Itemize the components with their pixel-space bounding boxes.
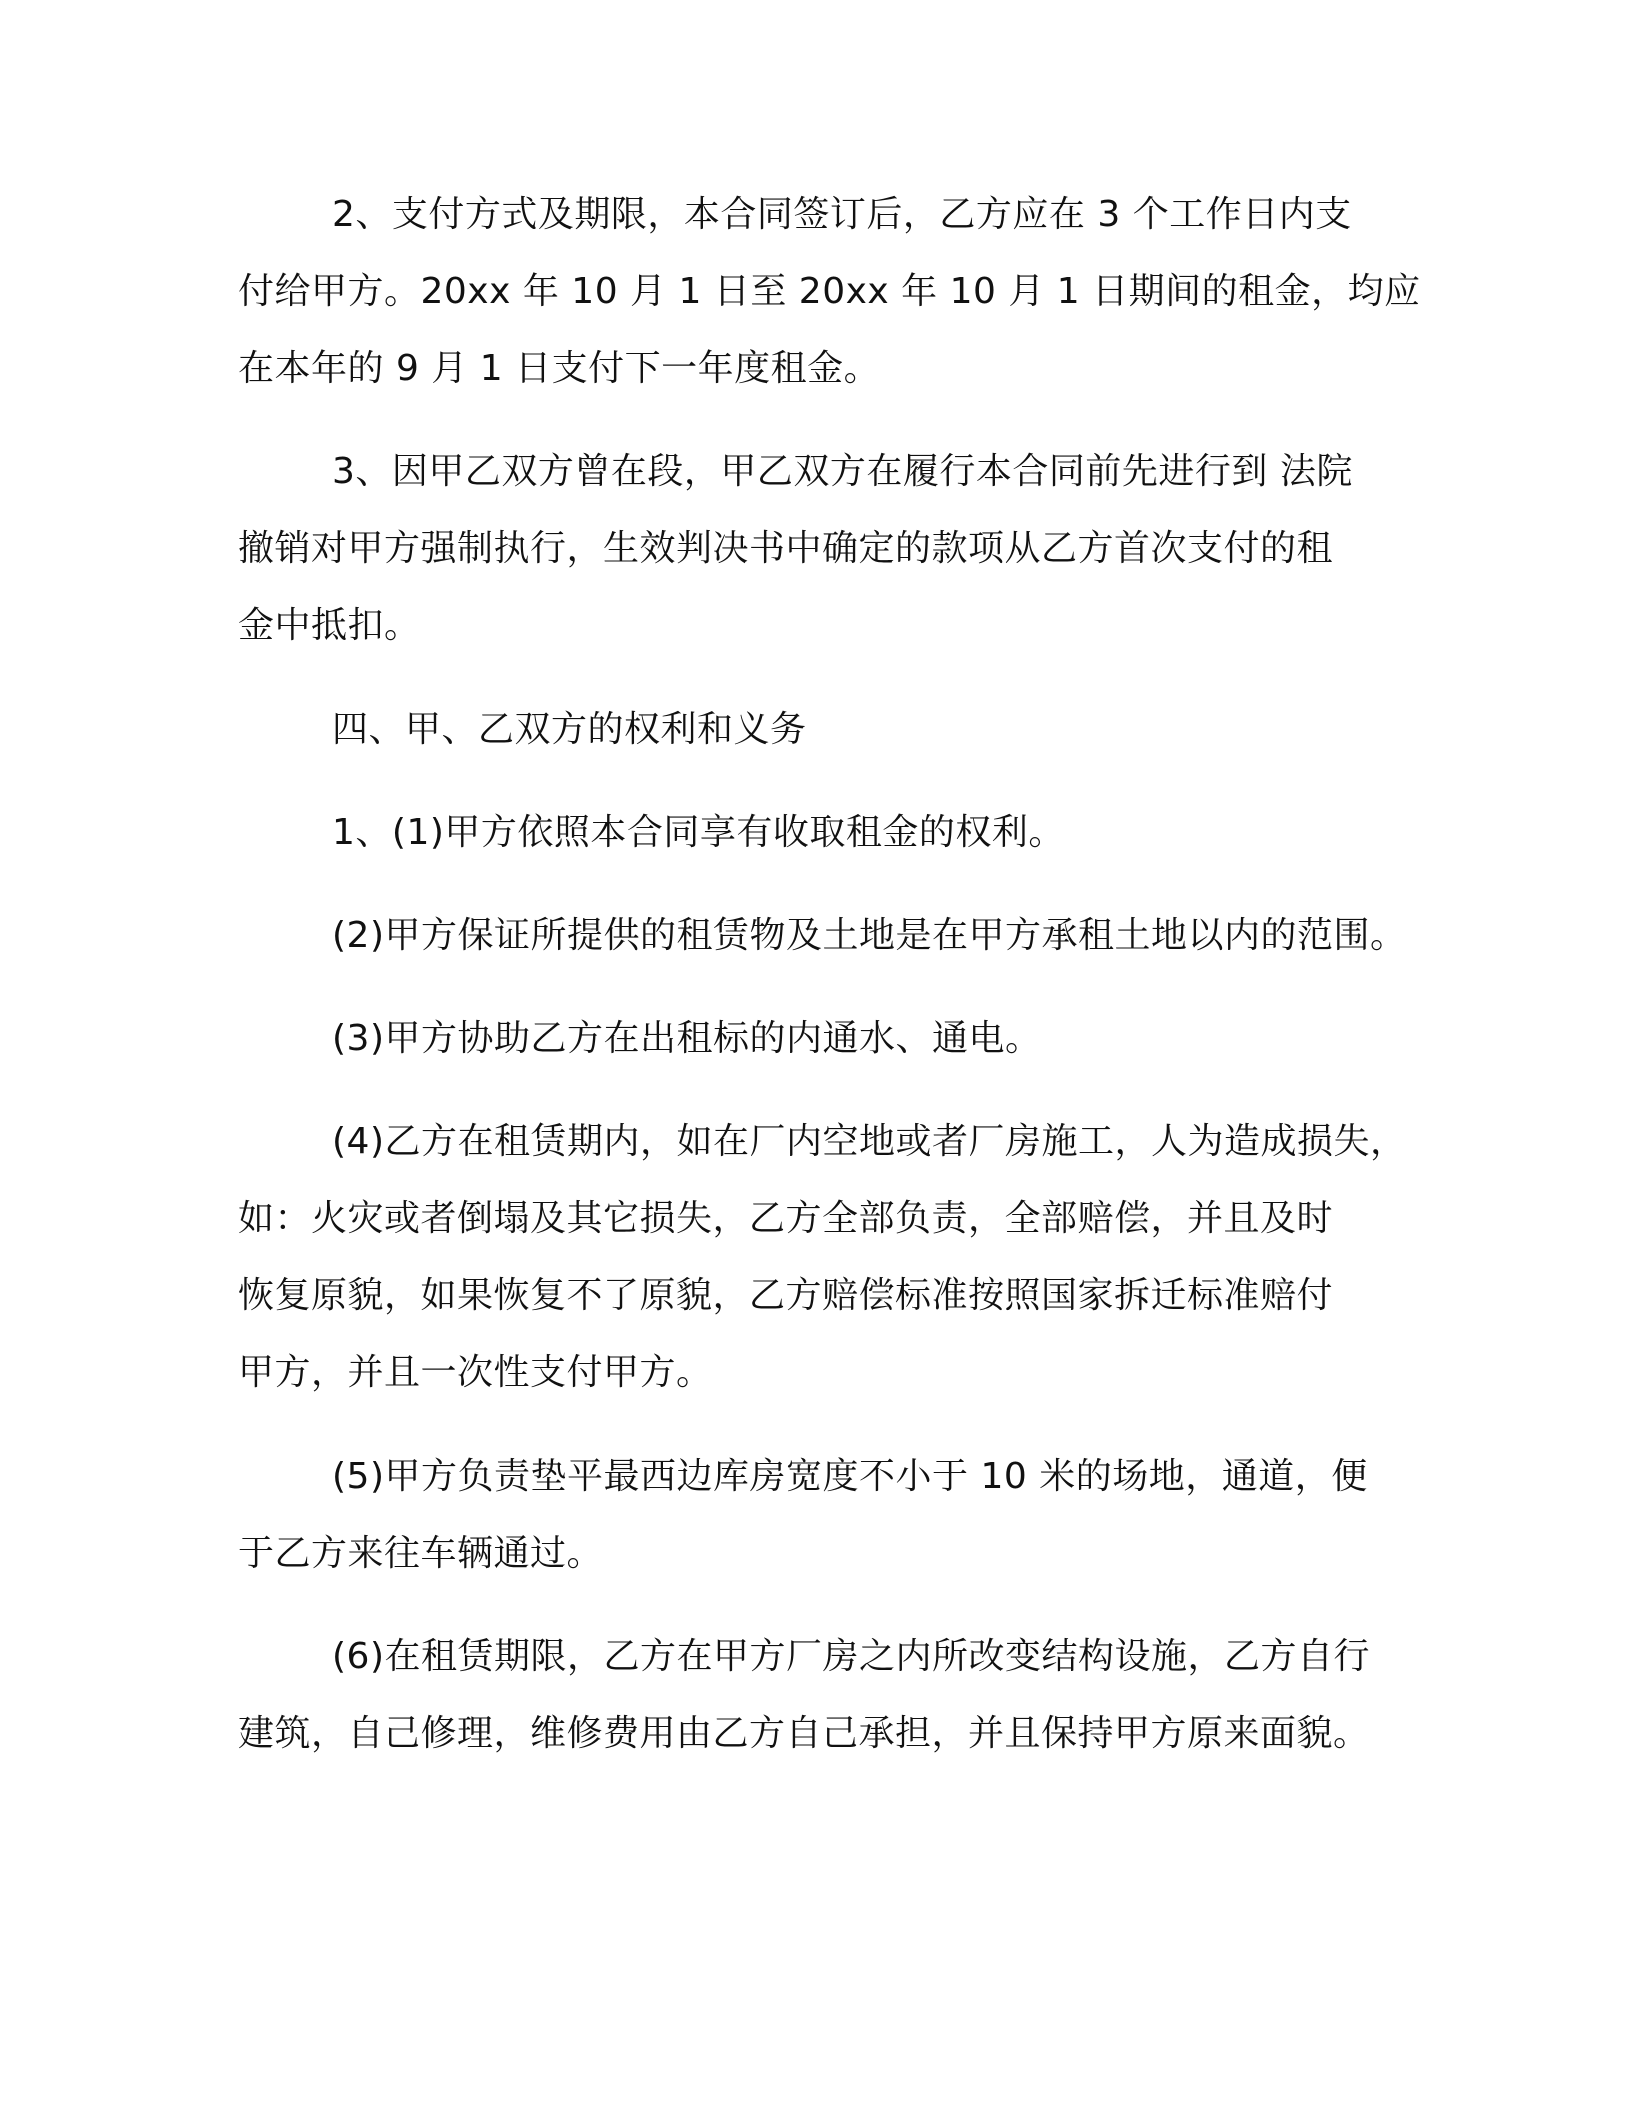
item-4-line-4: 甲方，并且一次性支付甲方。: [238, 1352, 713, 1393]
paragraph-payment-method-line-3: 在本年的 9 月 1 日支付下一年度租金。: [238, 348, 881, 389]
item-5-line-2: 于乙方来往车辆通过。: [238, 1533, 604, 1574]
paragraph-court-deduction-line-1: 3、因甲乙双方曾在段，甲乙双方在履行本合同前先进行到 法院: [332, 451, 1353, 492]
paragraph-payment-method-line-2: 付给甲方。20xx 年 10 月 1 日至 20xx 年 10 月 1 日期间的租金，均应: [238, 271, 1421, 312]
paragraph-payment-method-line-1: 2、支付方式及期限，本合同签订后，乙方应在 3 个工作日内支: [332, 194, 1352, 235]
item-1-1: 1、(1)甲方依照本合同享有收取租金的权利。: [332, 812, 1065, 853]
item-4-line-1: (4)乙方在租赁期内，如在厂内空地或者厂房施工，人为造成损失，: [332, 1121, 1407, 1162]
item-3: (3)甲方协助乙方在出租标的内通水、通电。: [332, 1018, 1042, 1059]
section-four-heading: 四、甲、乙双方的权利和义务: [332, 709, 807, 750]
item-6-line-2: 建筑，自己修理，维修费用由乙方自己承担，并且保持甲方原来面貌。: [238, 1713, 1370, 1754]
paragraph-court-deduction-line-2: 撤销对甲方强制执行，生效判决书中确定的款项从乙方首次支付的租: [238, 528, 1334, 569]
item-5-line-1: (5)甲方负责垫平最西边库房宽度不小于 10 米的场地，通道，便: [332, 1456, 1368, 1497]
paragraph-court-deduction-line-3: 金中抵扣。: [238, 605, 421, 646]
item-6-line-1: (6)在租赁期限，乙方在甲方厂房之内所改变结构设施，乙方自行: [332, 1636, 1370, 1677]
item-4-line-2: 如：火灾或者倒塌及其它损失，乙方全部负责，全部赔偿，并且及时: [238, 1198, 1334, 1239]
item-4-line-3: 恢复原貌，如果恢复不了原貌，乙方赔偿标准按照国家拆迁标准赔付: [238, 1275, 1334, 1316]
item-2: (2)甲方保证所提供的租赁物及土地是在甲方承租土地以内的范围。: [332, 915, 1407, 956]
